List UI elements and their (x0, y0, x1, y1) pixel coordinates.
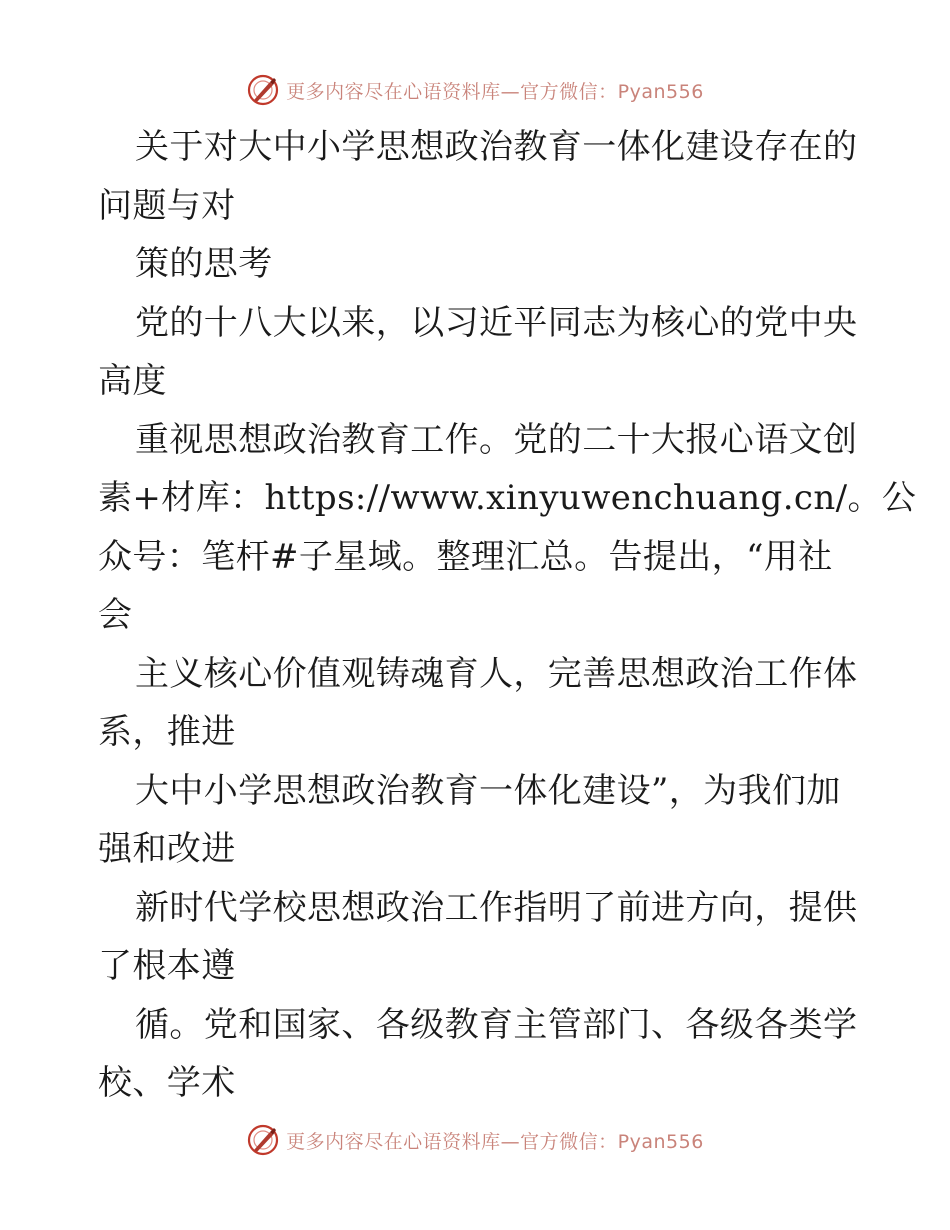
paragraph (98, 235, 858, 294)
paragraph-line: 素+材库：https://www.xinyuwenchuang.cn/。公 (98, 478, 917, 518)
paragraph-line: 主义核心价值观铸魂育人，完善思想政治工作体 (135, 653, 858, 694)
paragraph (98, 411, 917, 645)
footer-banner-text: 更多内容尽在心语资料库—官方微信：Pyan556 (286, 1130, 704, 1153)
paragraph-line: 策的思考 (135, 244, 273, 284)
paragraph-line: 会 (98, 595, 133, 635)
paragraph (98, 879, 858, 996)
paragraph-line: 关于对大中小学思想政治教育一体化建设存在的 (135, 127, 858, 167)
paragraph-line: 新时代学校思想政治工作指明了前进方向，提供 (135, 887, 858, 928)
paragraph-line: 强和改进 (98, 829, 236, 869)
paragraph-line: 问题与对 (98, 185, 236, 226)
paragraph-line: 系，推进 (98, 712, 236, 752)
paragraph (98, 762, 858, 879)
paragraph (98, 996, 858, 1113)
header-banner-text: 更多内容尽在心语资料库—官方微信：Pyan556 (286, 80, 704, 103)
document-body (98, 118, 917, 1113)
header-banner (0, 70, 950, 110)
footer-banner (0, 1120, 950, 1160)
paragraph (98, 118, 858, 235)
paragraph-line: 大中小学思想政治教育一体化建设”，为我们加 (135, 770, 841, 811)
quill-logo-icon (246, 73, 280, 107)
paragraph-line: 了根本遵 (98, 946, 236, 986)
paragraph-line: 校、学术 (98, 1063, 236, 1103)
paragraph (98, 294, 858, 411)
paragraph-line: 党的十八大以来，以习近平同志为核心的党中央 (135, 302, 858, 343)
paragraph-line: 循。党和国家、各级教育主管部门、各级各类学 (135, 1004, 858, 1045)
paragraph-line: 众号：笔杆#子星域。整理汇总。告提出，“用社 (98, 536, 833, 577)
paragraph-line: 重视思想政治教育工作。党的二十大报心语文创 (135, 419, 858, 460)
paragraph (98, 645, 858, 762)
quill-logo-icon (246, 1123, 280, 1157)
paragraph-line: 高度 (98, 361, 167, 401)
